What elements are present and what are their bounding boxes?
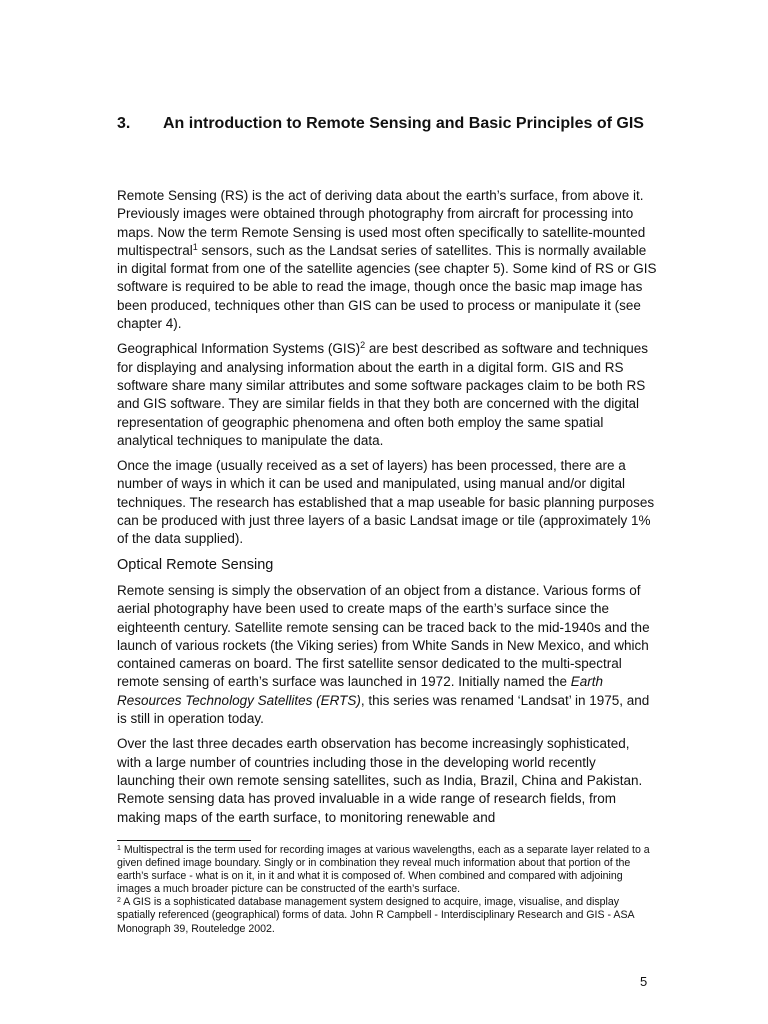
paragraph-text: Remote sensing is simply the observation of an object from a distance. Various forms of aerial photography have been used to create maps of the earth’s surface since the eighteenth century. Satellite remote sensing can be traced back to the mid-1940s and the launch of various rockets (the Viking series) from White Sands in New Mexico, and which contained cameras on board. The first satellite sensor dedicated to the multi-spectral remote sensing of earth’s surface was launched in 1972. Initially named the (117, 582, 650, 690)
section-title: An introduction to Remote Sensing and Basic Principles of GIS (163, 115, 644, 132)
paragraph-text: are best described as software and techniques for displaying and analysing information about the earth in a digital form. GIS and RS software share many similar attributes and some software packages claim to be both RS and GIS software. They are similar fields in that they both are concerned with the digital representation of geographic phenomena and often both employ the same spatial analytical techniques to manipulate the data. (117, 341, 649, 448)
footnote-reference: 1 (192, 241, 198, 252)
footnote-text: Multispectral is the term used for recording images at various wavelengths, each as a separate layer related to a given defined image boundary. Singly or in combination they reveal much information about that portion of the earth’s surface - what is on it, in it and what it is composed of. When combined and compared with adjoining images a much broader picture can be constructed of the earth’s surface. (117, 844, 650, 896)
footnote-text: A GIS is a sophisticated database management system designed to acquire, image, visualise, and display spatially referenced (geographical) forms of data. John R Campbell - Interdisciplinary Research and GIS - ASA Monograph 39, Routeledge 2002. (117, 896, 634, 935)
footnote-separator (117, 840, 251, 841)
italic-term: Earth Resources Technology Satellites (ERTS) (117, 674, 604, 708)
paragraph-text: Geographical Information Systems (GIS) (117, 341, 361, 357)
page-number: 5 (640, 974, 648, 989)
paragraph-text: Remote Sensing (RS) is the act of deriving data about the earth’s surface, from above it. Previously images were obtained through photography from aircraft for processing into maps. Now the term Remote Sensing is used most often specifically to satellite-mounted multispectral (117, 188, 646, 258)
footnote-marker: 2 (117, 897, 121, 905)
paragraph-text: , this series was renamed ‘Landsat’ in 1975, and is still in operation today. (117, 692, 650, 727)
paragraph-text: sensors, such as the Landsat series of satellites. This is normally available in digital format from one of the satellite agencies (see chapter 5). Some kind of RS or GIS software is required to be able to read the image, though once the basic map image has been produced, techniques other than GIS can be used to process or manipulate it (see chapter 4). (117, 242, 657, 332)
footnote-2 (117, 896, 657, 935)
paragraph-gis-intro (117, 340, 657, 450)
footnote-1 (117, 844, 657, 896)
footnotes (117, 844, 657, 936)
section-number: 3. (117, 115, 131, 132)
subheading-optical-remote-sensing: Optical Remote Sensing (117, 556, 274, 573)
footnote-reference: 2 (360, 340, 366, 351)
paragraph-earth-observation: Over the last three decades earth observation has become increasingly sophisticated, with a large number of countries including those in the developing world recently launching their own remote sensing satellites, such as India, Brazil, China and Pakistan. Remote sensing data has proved invaluable in a wide range of research fields, from making maps of the earth surface, to monitoring renewable and (117, 736, 643, 825)
paragraph-history (117, 582, 657, 728)
paragraph-remote-sensing-intro (117, 187, 657, 333)
body-text (117, 187, 657, 827)
paragraph-image-processing: Once the image (usually received as a set of layers) has been processed, there are a number of ways in which it can be used and manipulated, using manual and/or digital techniques. The research has established that a map useable for basic planning purposes can be produced with just three layers of a basic Landsat image or tile (approximately 1% of the data supplied). (117, 458, 655, 547)
footnote-marker: 1 (117, 845, 121, 852)
